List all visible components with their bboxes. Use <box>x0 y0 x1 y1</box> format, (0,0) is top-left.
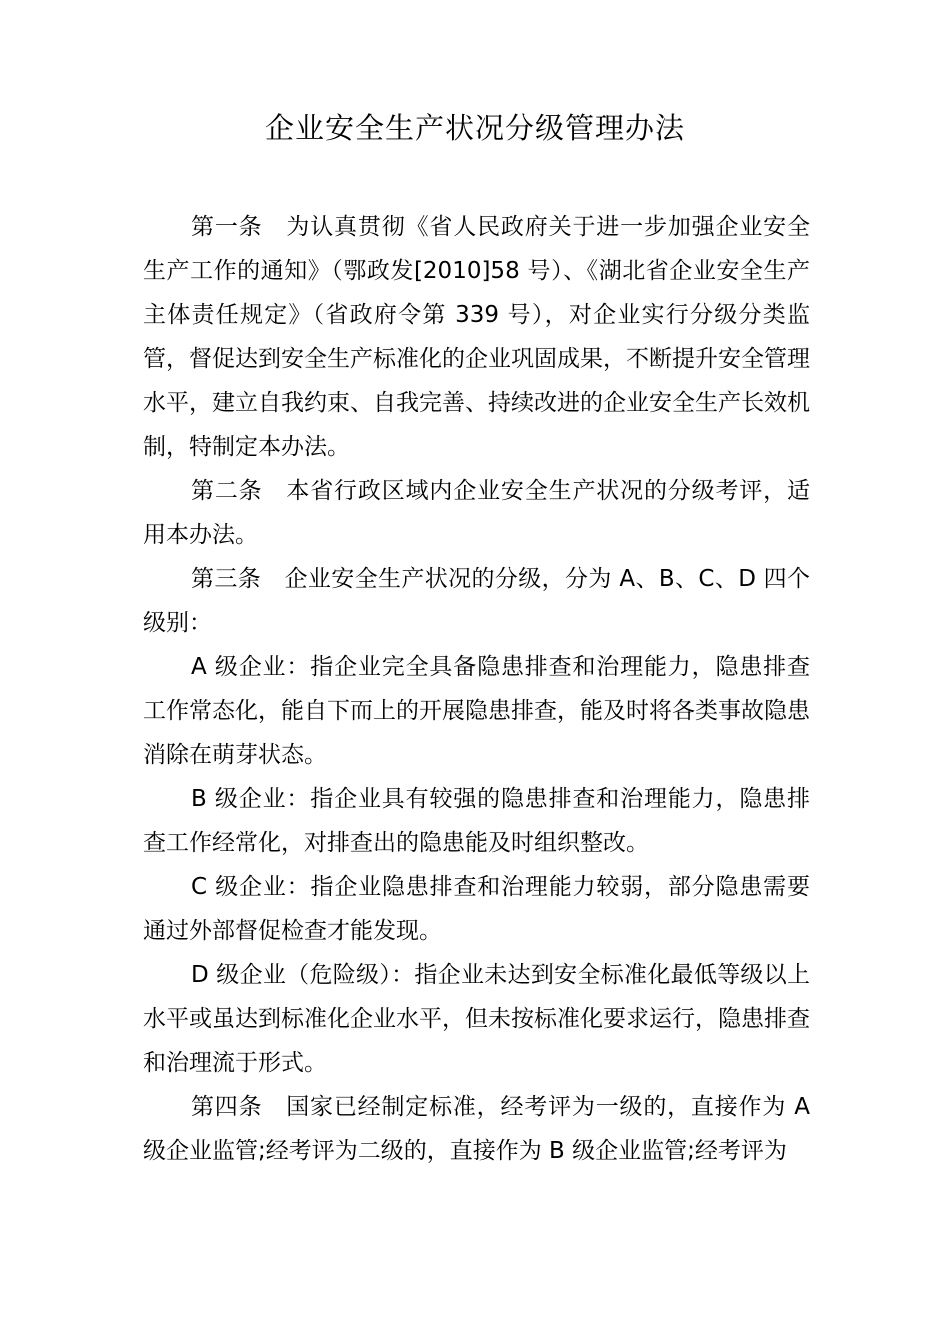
article-text: 本省行政区域内企业安全生产状况的分级考评，适用本办法。 <box>143 478 811 548</box>
article-3 <box>143 557 810 645</box>
article-label: 第一条 <box>191 214 263 240</box>
article-text: 企业安全生产状况的分级，分为 A、B、C、D 四个级别： <box>143 566 811 636</box>
article-label: 第二条 <box>191 478 263 504</box>
article-2 <box>143 469 810 557</box>
article-text: 为认真贯彻《省人民政府关于进一步加强企业安全生产工作的通知》（鄂政发[2010]58 号）、《湖北省企业安全生产主体责任规定》（省政府令第 339 号），对企业实行分级分类监管，督促达到安全生产标准化的企业巩固成果，不断提升安全管理水平，建立自我约束、自我完善、持续改进的企业安全生产长效机制，特制定本办法。 <box>143 214 811 460</box>
level-c-definition: C 级企业：指企业隐患排查和治理能力较弱，部分隐患需要通过外部督促检查才能发现。 <box>143 874 810 944</box>
article-text: 国家已经制定标准，经考评为一级的，直接作为 A 级企业监管;经考评为二级的，直接作为 B 级企业监管;经考评为 <box>143 1094 811 1164</box>
document-title: 企业安全生产状况分级管理办法 <box>264 111 685 145</box>
level-d-definition: D 级企业（危险级）：指企业未达到安全标准化最低等级以上水平或虽达到标准化企业水平，但未按标准化要求运行，隐患排查和治理流于形式。 <box>143 962 810 1076</box>
level-b-definition: B 级企业：指企业具有较强的隐患排查和治理能力，隐患排查工作经常化，对排查出的隐患能及时组织整改。 <box>143 786 810 856</box>
document-body <box>143 205 810 1173</box>
article-4 <box>143 1085 810 1173</box>
article-1 <box>143 205 810 469</box>
article-label: 第四条 <box>191 1094 263 1120</box>
level-a-definition: A 级企业：指企业完全具备隐患排查和治理能力，隐患排查工作常态化，能自下而上的开展隐患排查，能及时将各类事故隐患消除在萌芽状态。 <box>143 654 810 768</box>
article-label: 第三条 <box>191 566 262 592</box>
